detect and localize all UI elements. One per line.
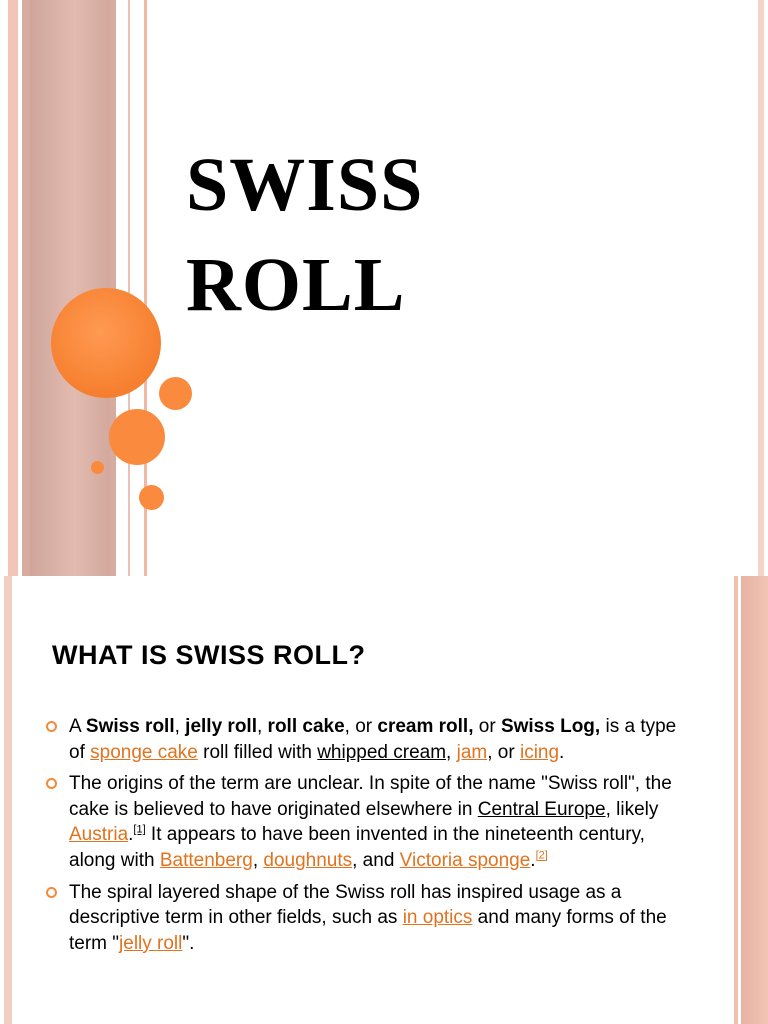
text: ". [182,932,195,954]
link-icing[interactable]: icing [519,741,560,763]
link-jam[interactable]: jam [456,741,488,763]
text: , and [352,849,400,871]
text: The origins of the term are unclear. In spite of the name "Swiss roll", the cake is believed to have originated elsewhere in [69,773,672,820]
text: is a type of [69,716,677,763]
text: . [128,824,134,846]
bold-term: jelly roll [185,716,257,737]
left-edge-stripe [4,576,12,1024]
text: , or [344,716,378,737]
reference-link[interactable]: [1] [133,824,146,837]
text: , [446,741,457,763]
link-central-europe[interactable]: Central Europe [477,798,606,820]
slide-title [186,135,516,335]
text: or [473,716,501,737]
bullet-item [44,714,684,765]
title-line: SWISS [186,143,424,227]
text: roll filled with [197,741,318,763]
bold-term: Swiss roll [85,716,175,737]
text: It appears to have been invented in the nineteenth century, along with [69,824,645,871]
right-thin-stripe [734,576,738,1024]
text: , or [487,741,520,763]
link-austria[interactable]: Austria [69,824,129,846]
link-sponge-cake[interactable]: sponge cake [90,741,198,763]
large-orange-circle [51,288,161,398]
tiny-orange-circle [91,461,104,474]
slide-heading: WHAT IS SWISS ROLL? [52,640,366,670]
medium-orange-circle [109,409,165,465]
text: , likely [605,798,659,820]
circle-bullet-icon [46,778,57,789]
link-victoria-sponge[interactable]: Victoria sponge [399,849,531,871]
circle-bullet-icon [46,887,57,898]
text: and many forms of the term " [69,907,667,954]
bullet-item [44,880,684,957]
text: . [530,849,536,871]
left-edge-stripe [8,0,18,576]
circle-bullet-icon [46,721,57,732]
reference-link[interactable]: [2] [535,849,548,862]
content-slide [0,576,768,1024]
thin-line-stripe [128,0,130,576]
small-orange-circle [159,377,192,410]
small-orange-circle [139,485,164,510]
bold-term: cream roll, [377,716,474,737]
bullet-item [44,771,684,873]
link-doughnuts[interactable]: doughnuts [263,849,353,871]
title-line: ROLL [186,243,406,327]
link-whipped-cream[interactable]: whipped cream [317,741,447,763]
link-in-optics[interactable]: in optics [402,907,473,929]
link-jelly-roll[interactable]: jelly roll [119,932,183,954]
right-band-stripe [741,576,768,1024]
text: The spiral layered shape of the Swiss roll has inspired usage as a descriptive term in other fields, such as [69,881,622,929]
bullet-list [44,714,684,962]
text: A [69,716,86,737]
text: , [256,716,268,737]
bold-term: Swiss Log, [500,716,601,737]
right-edge-stripe [758,0,764,576]
text: , [252,849,264,871]
text: . [559,741,565,763]
bold-term: roll cake [267,716,345,737]
text: , [174,716,186,737]
link-battenberg[interactable]: Battenberg [159,849,253,871]
